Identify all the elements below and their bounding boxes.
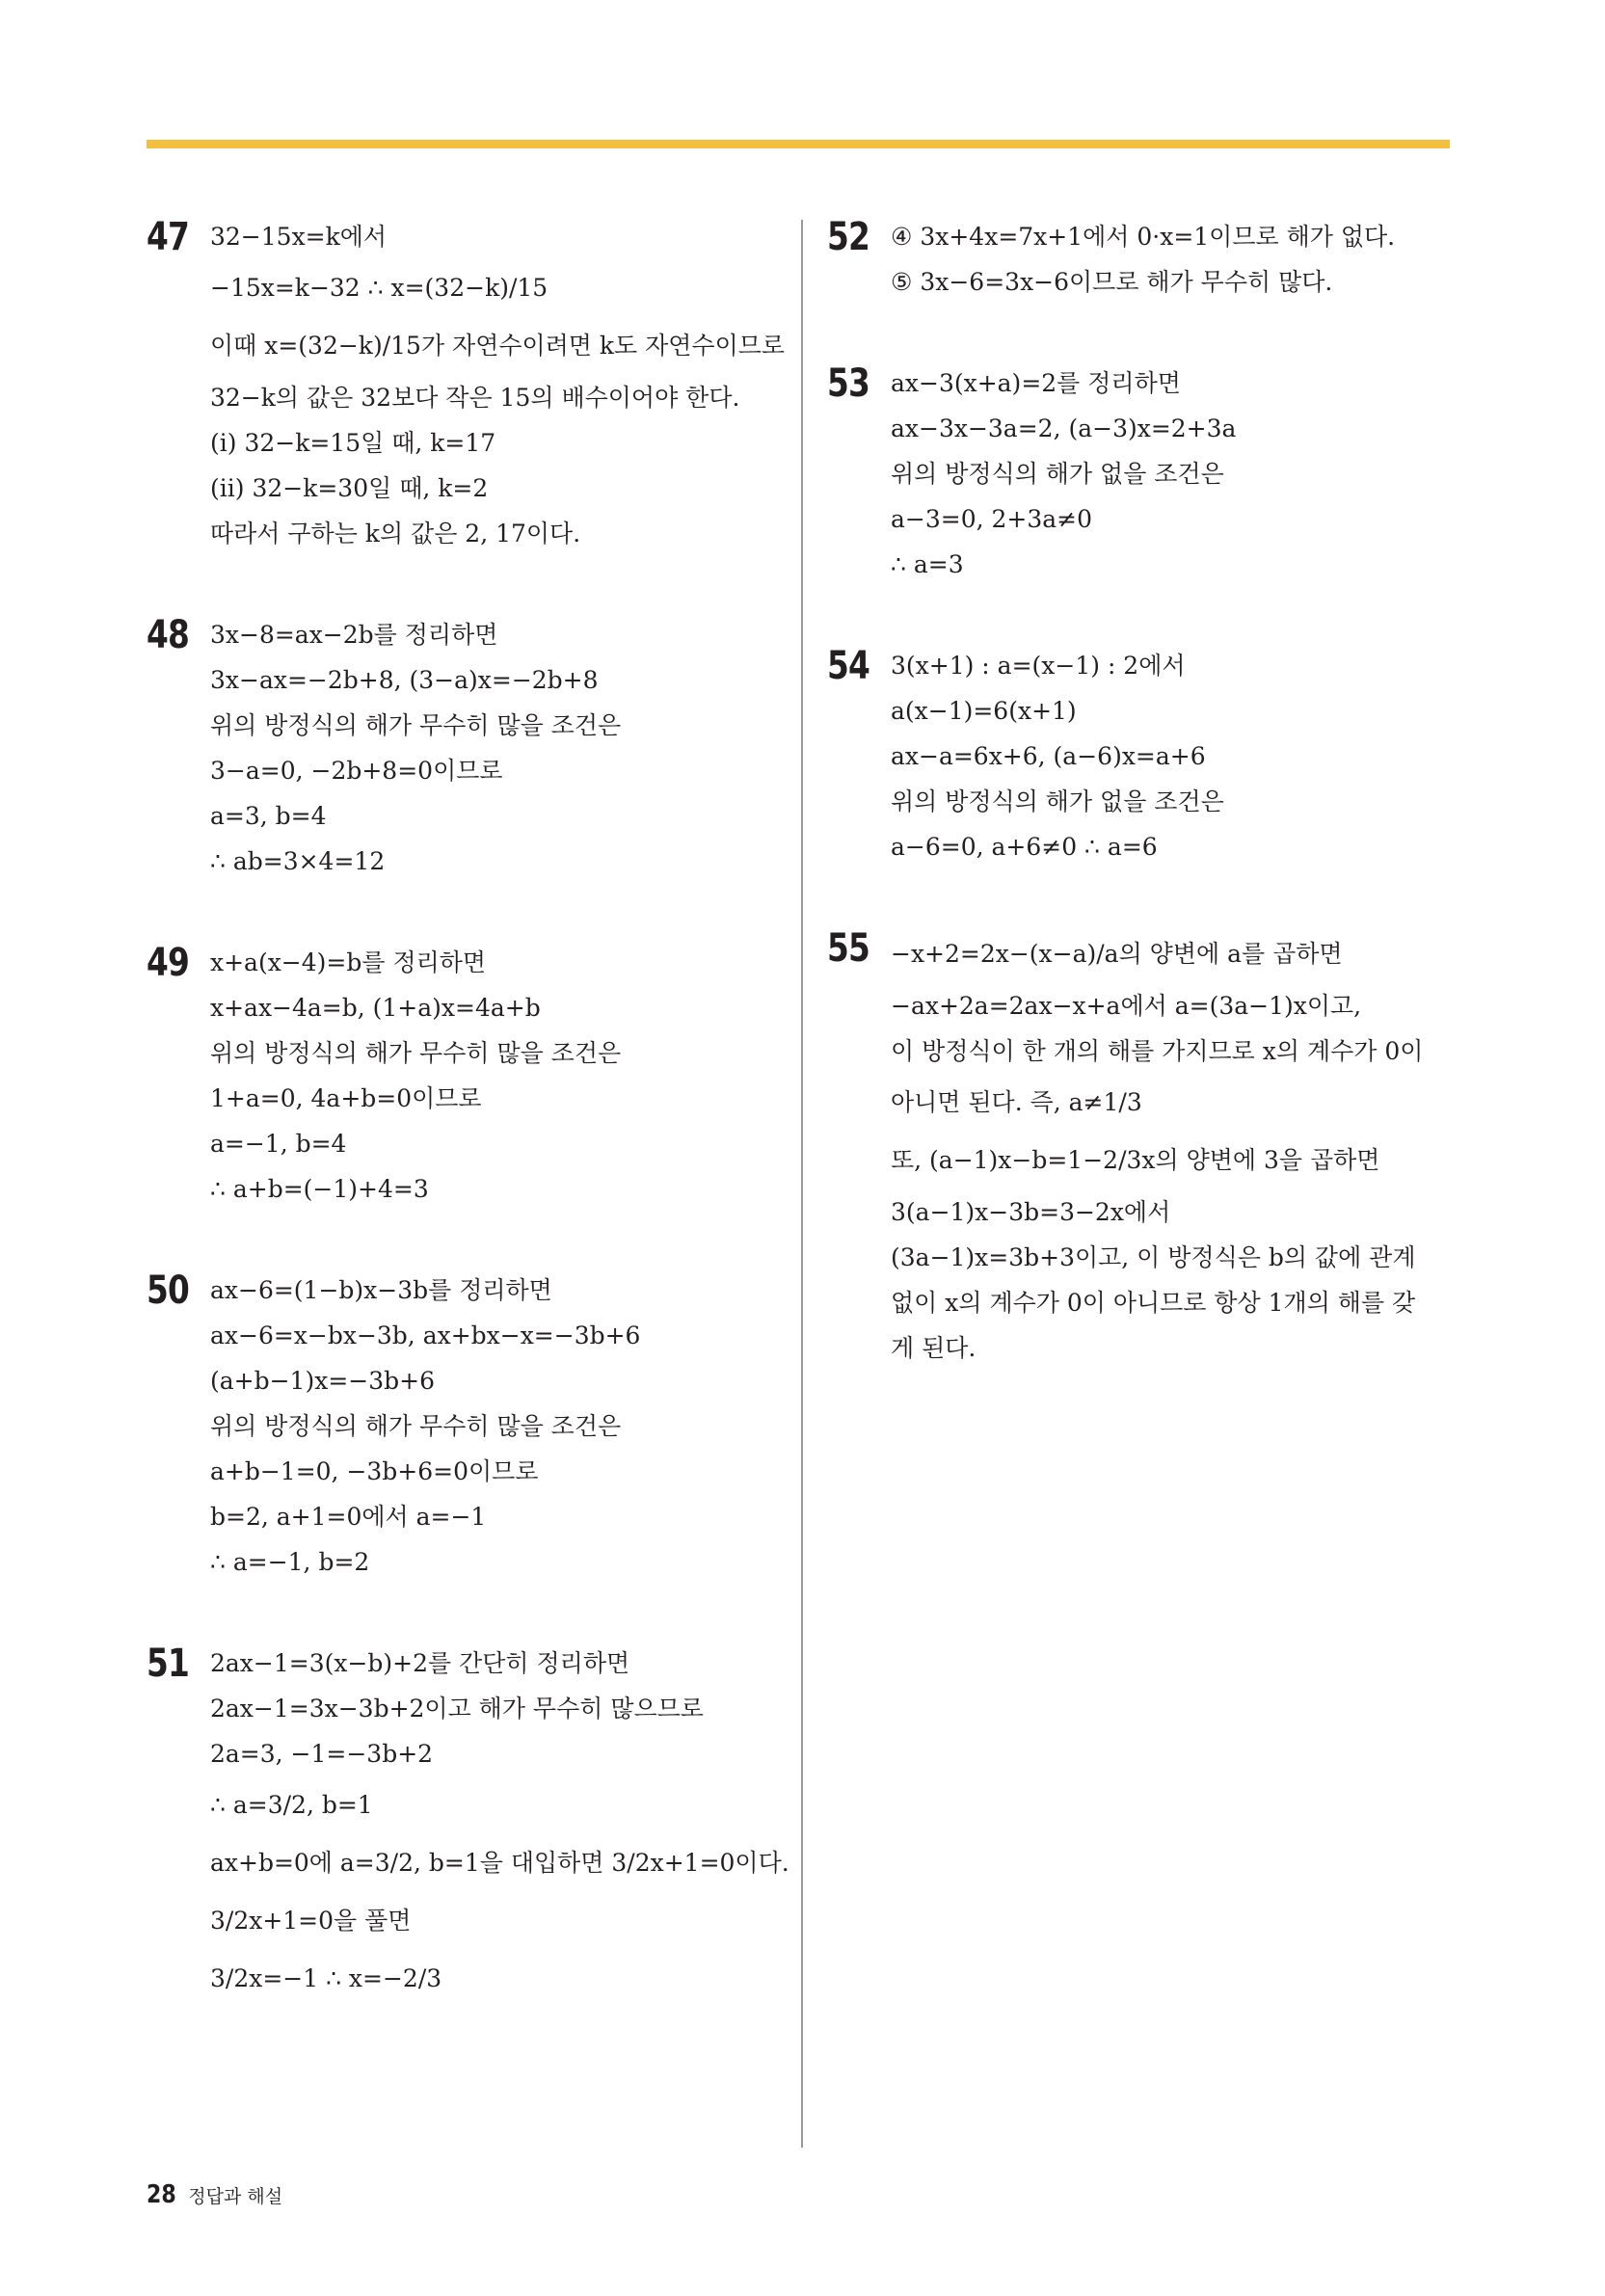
solution-line: 위의 방정식의 해가 없을 조건은 bbox=[891, 788, 1224, 815]
solution-line: 또, (a−1)x−b=1−2/3x의 양변에 3을 곱하면 bbox=[891, 1146, 1380, 1174]
solution-line: 이때 x=(32−k)/15가 자연수이려면 k도 자연수이므로 bbox=[210, 332, 786, 360]
problem-number: 52 bbox=[827, 215, 870, 259]
solution-line: 2a=3, −1=−3b+2 bbox=[210, 1740, 434, 1768]
solution-line: 위의 방정식의 해가 무수히 많을 조건은 bbox=[210, 1412, 622, 1440]
solution-line: 3−a=0, −2b+8=0이므로 bbox=[210, 757, 503, 785]
solution-line: b=2, a+1=0에서 a=−1 bbox=[210, 1503, 487, 1531]
solution-line: 1+a=0, 4a+b=0이므로 bbox=[210, 1084, 482, 1112]
solution-line: ax−6=(1−b)x−3b를 정리하면 bbox=[210, 1276, 552, 1304]
solution-line: ax−3x−3a=2, (a−3)x=2+3a bbox=[891, 414, 1237, 442]
solution-line: 게 된다. bbox=[891, 1334, 976, 1362]
footer-label: 정답과 해설 bbox=[188, 2186, 283, 2207]
header-accent-bar bbox=[147, 140, 1450, 148]
problem-number: 55 bbox=[827, 926, 870, 971]
solution-line: ∴ a+b=(−1)+4=3 bbox=[210, 1175, 429, 1203]
right-column bbox=[827, 214, 1463, 1427]
solution-line: 3x−ax=−2b+8, (3−a)x=−2b+8 bbox=[210, 666, 599, 694]
solution-line: ⑤ 3x−6=3x−6이므로 해가 무수히 많다. bbox=[891, 268, 1333, 296]
problem-52 bbox=[827, 214, 1463, 305]
problem-53 bbox=[827, 360, 1463, 587]
solution-line: 위의 방정식의 해가 무수히 많을 조건은 bbox=[210, 1039, 622, 1067]
solution-line: 2ax−1=3(x−b)+2를 간단히 정리하면 bbox=[210, 1649, 630, 1677]
solution-line: ④ 3x+4x=7x+1에서 0·x=1이므로 해가 없다. bbox=[891, 223, 1396, 251]
solution-line: ax−a=6x+6, (a−6)x=a+6 bbox=[891, 742, 1206, 770]
problem-number: 53 bbox=[827, 361, 870, 406]
solution-line: −15x=k−32 ∴ x=(32−k)/15 bbox=[210, 274, 548, 302]
solution-line: 3x−8=ax−2b를 정리하면 bbox=[210, 621, 498, 649]
page-footer bbox=[147, 2180, 282, 2209]
solution-line: 없이 x의 계수가 0이 아니므로 항상 1개의 해를 갖 bbox=[891, 1289, 1416, 1317]
problem-number: 47 bbox=[147, 215, 190, 259]
problem-number: 48 bbox=[147, 613, 190, 657]
solution-line: (ⅱ) 32−k=30일 때, k=2 bbox=[210, 474, 489, 502]
solution-line: a=3, b=4 bbox=[210, 802, 327, 830]
solution-line: ax+b=0에 a=3/2, b=1을 대입하면 3/2x+1=0이다. bbox=[210, 1849, 789, 1877]
solution-line: ax−6=x−bx−3b, ax+bx−x=−3b+6 bbox=[210, 1322, 641, 1349]
solution-line: ∴ a=−1, b=2 bbox=[210, 1548, 370, 1576]
left-column bbox=[147, 214, 789, 2064]
problem-number: 51 bbox=[147, 1642, 190, 1686]
solution-line: (3a−1)x=3b+3이고, 이 방정식은 b의 값에 관계 bbox=[891, 1243, 1416, 1271]
solution-line: −ax+2a=2ax−x+a에서 a=(3a−1)x이고, bbox=[891, 992, 1362, 1020]
problem-54 bbox=[827, 643, 1463, 869]
solution-line: 3(a−1)x−3b=3−2x에서 bbox=[891, 1198, 1171, 1226]
solution-line: ∴ a=3 bbox=[891, 550, 964, 578]
solution-line: ∴ a=3/2, b=1 bbox=[210, 1791, 373, 1819]
solution-line: 아니면 된다. 즉, a≠1/3 bbox=[891, 1088, 1142, 1116]
solution-line: ∴ ab=3×4=12 bbox=[210, 847, 386, 875]
solution-line: (ⅰ) 32−k=15일 때, k=17 bbox=[210, 429, 496, 457]
solution-line: −x+2=2x−(x−a)/a의 양변에 a를 곱하면 bbox=[891, 940, 1343, 968]
solution-line: ax−3(x+a)=2를 정리하면 bbox=[891, 369, 1181, 397]
solution-line: 3/2x+1=0을 풀면 bbox=[210, 1907, 412, 1935]
solution-line: 2ax−1=3x−3b+2이고 해가 무수히 많으므로 bbox=[210, 1695, 704, 1722]
solution-line: 위의 방정식의 해가 없을 조건은 bbox=[891, 460, 1224, 488]
solution-line: (a+b−1)x=−3b+6 bbox=[210, 1367, 435, 1395]
solution-line: 32−15x=k에서 bbox=[210, 223, 388, 251]
problem-48 bbox=[147, 612, 773, 884]
solution-line: a(x−1)=6(x+1) bbox=[891, 697, 1077, 725]
solution-line: a=−1, b=4 bbox=[210, 1130, 347, 1158]
page-number: 28 bbox=[147, 2180, 176, 2209]
solution-line: 따라서 구하는 k의 값은 2, 17이다. bbox=[210, 520, 581, 547]
problem-number: 49 bbox=[147, 941, 190, 985]
problem-51 bbox=[147, 1641, 789, 2008]
column-divider bbox=[801, 220, 803, 2148]
solution-line: a−6=0, a+6≠0 ∴ a=6 bbox=[891, 833, 1158, 861]
solution-line: x+ax−4a=b, (1+a)x=4a+b bbox=[210, 994, 541, 1022]
solution-line: 3/2x=−1 ∴ x=−2/3 bbox=[210, 1964, 442, 1992]
solution-line: 32−k의 값은 32보다 작은 15의 배수이어야 한다. bbox=[210, 384, 740, 412]
problem-number: 50 bbox=[147, 1268, 190, 1313]
problem-49 bbox=[147, 940, 773, 1212]
solution-line: a−3=0, 2+3a≠0 bbox=[891, 505, 1093, 533]
solution-line: 이 방정식이 한 개의 해를 가지므로 x의 계수가 0이 bbox=[891, 1037, 1424, 1065]
problem-47 bbox=[147, 214, 786, 556]
solution-line: 위의 방정식의 해가 무수히 많을 조건은 bbox=[210, 711, 622, 739]
problem-55 bbox=[827, 925, 1463, 1371]
problem-50 bbox=[147, 1268, 773, 1585]
solution-line: a+b−1=0, −3b+6=0이므로 bbox=[210, 1457, 539, 1485]
solution-line: x+a(x−4)=b를 정리하면 bbox=[210, 948, 487, 976]
solution-line: 3(x+1) : a=(x−1) : 2에서 bbox=[891, 652, 1186, 680]
problem-number: 54 bbox=[827, 644, 870, 688]
